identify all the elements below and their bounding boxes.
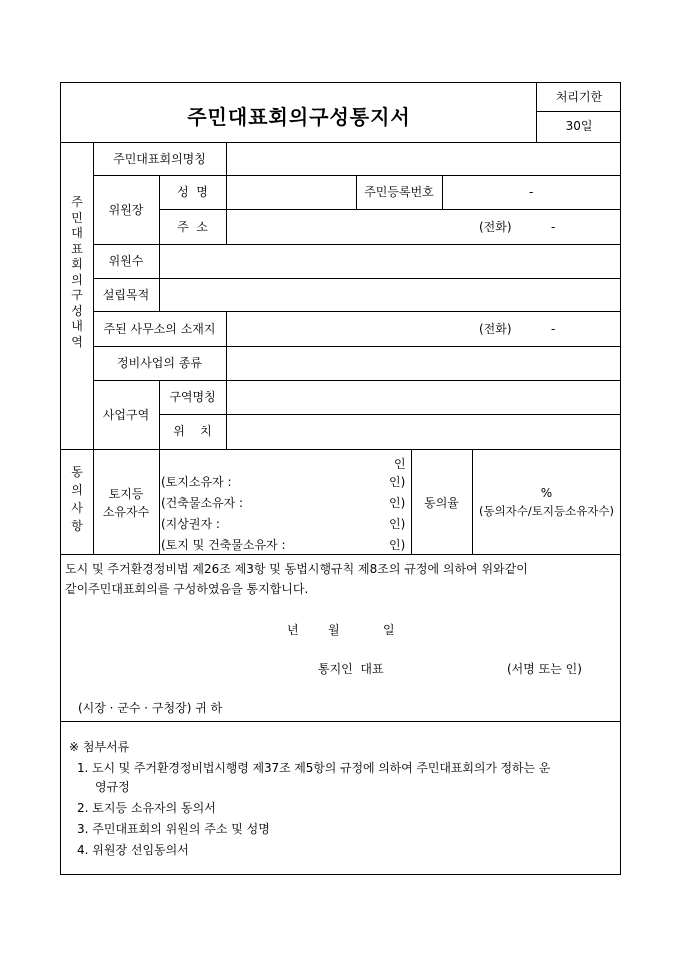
divider <box>472 449 473 554</box>
attachment-item: 3. 주민대표회의 위원의 주소 및 성명 <box>77 822 270 836</box>
consent-row-land-building-owner: (토지 및 건축물소유자 : <box>161 538 286 552</box>
project-type-label: 정비사업의 종류 <box>117 356 202 370</box>
owners-label-line1: 토지등 <box>108 487 144 501</box>
composition-section-label <box>61 195 93 350</box>
attachment-item: 1. 도시 및 주거환경정비법시행령 제37조 제5항의 규정에 의하여 주민대표회의가 정하는 운 <box>77 761 551 775</box>
consent-row-surface-right: (지상권자 : <box>161 517 220 531</box>
divider <box>226 380 227 449</box>
consent-row-suffix: 인) <box>389 538 406 552</box>
divider <box>159 244 160 312</box>
statement-line1: 도시 및 주거환경정비법 제26조 제3항 및 동법시행규칙 제8조의 규정에 의하여 위와같이 <box>65 562 528 576</box>
notifier-label: 통지인 대표 <box>318 662 384 676</box>
divider <box>442 175 443 210</box>
consent-rate-label: 동의율 <box>424 496 459 510</box>
divider <box>93 311 621 312</box>
divider <box>93 449 94 554</box>
notification-form <box>60 82 621 875</box>
divider <box>159 414 621 415</box>
chairman-phone-separator: - <box>551 220 556 234</box>
statement-line2: 같이주민대표회의를 구성하였음을 통지합니다. <box>65 582 309 596</box>
consent-row-suffix: 인) <box>389 475 406 489</box>
signature-label: (서명 또는 인) <box>507 662 582 676</box>
date-day: 일 <box>383 623 395 637</box>
divider <box>93 278 621 279</box>
office-phone-label: (전화) <box>479 322 512 336</box>
area-location-label: 위 치 <box>173 424 212 438</box>
consent-rate-percent: % <box>540 486 553 500</box>
attachments-header: ※ 첨부서류 <box>69 740 130 754</box>
consent-rate-formula: (동의자수/토지등소유자수) <box>478 504 615 518</box>
date-month: 월 <box>328 623 340 637</box>
divider <box>93 244 621 245</box>
chairman-phone-label: (전화) <box>479 220 512 234</box>
divider <box>61 721 621 722</box>
divider <box>93 346 621 347</box>
project-area-label: 사업구역 <box>102 408 150 422</box>
attachment-item-continued: 영규정 <box>95 780 130 794</box>
resident-no-label: 주민등록번호 <box>364 185 434 199</box>
owners-label-line2: 소유자수 <box>102 505 150 519</box>
date-year: 년 <box>287 623 299 637</box>
composition-section-label-text: 주민대표회의구성내역 <box>71 195 83 349</box>
divider <box>226 311 227 380</box>
members-label: 위원수 <box>108 254 144 268</box>
divider <box>93 175 621 176</box>
resident-no-separator: - <box>529 185 534 199</box>
consent-row-land-owner: (토지소유자 : <box>161 475 232 489</box>
consent-row-suffix: 인) <box>389 496 406 510</box>
divider <box>61 449 621 450</box>
consent-row-suffix: 인) <box>389 517 406 531</box>
purpose-label: 설립목적 <box>102 288 150 302</box>
divider <box>159 209 621 210</box>
consent-row-building-owner: (건축물소유자 : <box>161 496 244 510</box>
office-location-label: 주된 사무소의 소재지 <box>103 322 216 336</box>
form-title: 주민대표회의구성통지서 <box>187 105 411 129</box>
attachment-item: 4. 위원장 선임동의서 <box>77 843 189 857</box>
divider <box>226 142 227 245</box>
processing-period-value: 30일 <box>565 119 593 133</box>
divider <box>61 554 621 555</box>
chairman-address-label: 주 소 <box>177 220 208 234</box>
processing-period-label: 처리기한 <box>555 90 603 104</box>
office-phone-separator: - <box>551 322 556 336</box>
divider <box>536 111 621 112</box>
area-name-label: 구역명칭 <box>169 390 216 404</box>
consent-section-label-text: 동의사항 <box>71 465 83 533</box>
consent-section-label <box>61 463 93 535</box>
owners-total-unit: 인 <box>394 457 406 471</box>
attachment-item: 2. 토지등 소유자의 동의서 <box>77 801 216 815</box>
chairman-label: 위원장 <box>108 203 144 217</box>
committee-name-label: 주민대표회의명칭 <box>113 152 206 166</box>
divider <box>61 142 621 143</box>
divider <box>159 449 160 554</box>
chairman-name-label: 성 명 <box>177 185 208 199</box>
recipient-line: (시장 · 군수 · 구청장) 귀 하 <box>78 701 223 715</box>
divider <box>93 380 621 381</box>
